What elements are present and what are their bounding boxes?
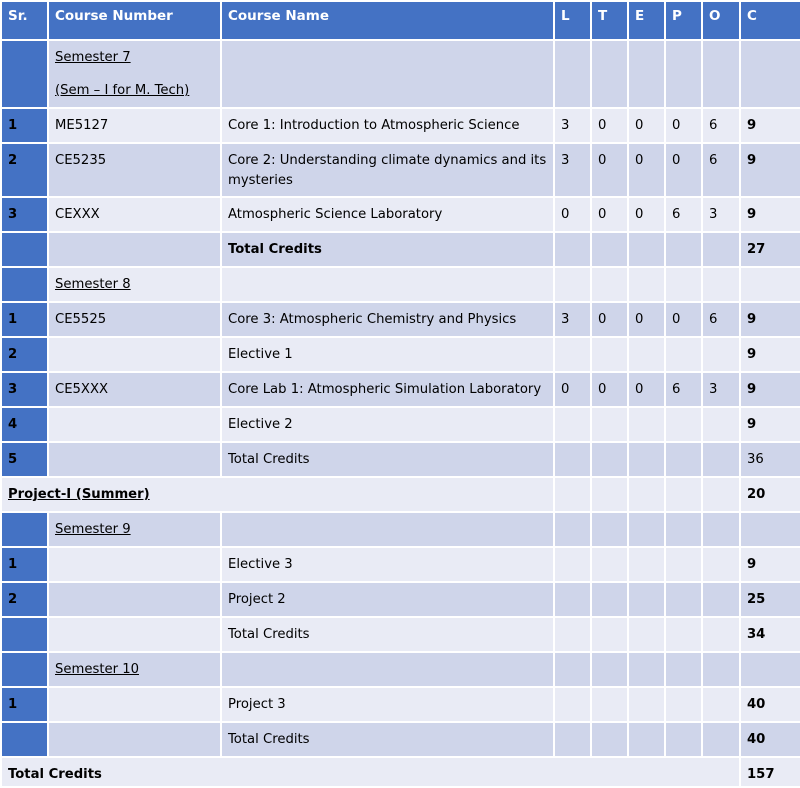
o-value: 6 [702, 143, 740, 197]
table-row [1, 582, 800, 617]
o-value: 3 [702, 372, 740, 407]
empty-cell [702, 617, 740, 652]
row-sr [1, 267, 48, 302]
empty-cell [665, 267, 702, 302]
course-name: Core 3: Atmospheric Chemistry and Physics [221, 302, 554, 337]
empty-cell [48, 582, 221, 617]
p-value: 0 [665, 302, 702, 337]
l-value [554, 337, 591, 372]
empty-cell [221, 652, 554, 687]
empty-cell [591, 582, 628, 617]
course-name: Elective 3 [221, 547, 554, 582]
empty-cell [591, 477, 628, 512]
semester-7-subtitle: (Sem – I for M. Tech) [55, 83, 190, 98]
row-sr: 1 [1, 687, 48, 722]
project-1-label: Project-I (Summer) [1, 477, 554, 512]
c-value: 9 [740, 197, 800, 232]
p-value: 0 [665, 143, 702, 197]
e-value: 0 [628, 197, 665, 232]
table-row [1, 547, 800, 582]
empty-cell [665, 512, 702, 547]
empty-cell [554, 232, 591, 267]
empty-cell [665, 722, 702, 757]
empty-cell [628, 687, 665, 722]
empty-cell [48, 617, 221, 652]
t-value: 0 [591, 197, 628, 232]
row-sr: 4 [1, 407, 48, 442]
empty-cell [221, 267, 554, 302]
empty-cell [665, 442, 702, 477]
p-value: 6 [665, 372, 702, 407]
o-value: 6 [702, 108, 740, 143]
empty-cell [628, 477, 665, 512]
total-value: 34 [740, 617, 800, 652]
empty-cell [591, 722, 628, 757]
empty-cell [665, 40, 702, 108]
empty-cell [665, 652, 702, 687]
empty-cell [740, 512, 800, 547]
grand-total-label: Total Credits [1, 757, 740, 787]
o-value [702, 337, 740, 372]
course-number: CE5525 [48, 302, 221, 337]
o-value [702, 407, 740, 442]
grand-total-row [1, 757, 800, 787]
empty-cell [740, 652, 800, 687]
row-sr: 5 [1, 442, 48, 477]
row-sr [1, 722, 48, 757]
row-sr: 3 [1, 197, 48, 232]
empty-cell [740, 40, 800, 108]
course-name: Core 1: Introduction to Atmospheric Science [221, 108, 554, 143]
empty-cell [221, 40, 554, 108]
header-course-name: Course Name [221, 1, 554, 40]
empty-cell [591, 687, 628, 722]
empty-cell [48, 547, 221, 582]
row-sr [1, 232, 48, 267]
empty-cell [554, 722, 591, 757]
empty-cell [702, 40, 740, 108]
semester-8-heading [1, 267, 800, 302]
empty-cell [628, 617, 665, 652]
total-label: Total Credits [221, 442, 554, 477]
empty-cell [665, 477, 702, 512]
p-value: 6 [665, 197, 702, 232]
l-value: 3 [554, 108, 591, 143]
c-value: 9 [740, 337, 800, 372]
o-value: 6 [702, 302, 740, 337]
row-sr: 2 [1, 582, 48, 617]
e-value: 0 [628, 108, 665, 143]
c-value: 9 [740, 108, 800, 143]
c-value: 9 [740, 143, 800, 197]
c-value: 40 [740, 687, 800, 722]
empty-cell [628, 512, 665, 547]
empty-cell [702, 477, 740, 512]
t-value: 0 [591, 143, 628, 197]
semester-9-total-row [1, 617, 800, 652]
semester-7-total-row [1, 232, 800, 267]
header-t: T [591, 1, 628, 40]
empty-cell [665, 547, 702, 582]
l-value: 0 [554, 372, 591, 407]
empty-cell [702, 582, 740, 617]
project-1-row [1, 477, 800, 512]
total-value: 27 [740, 232, 800, 267]
header-l: L [554, 1, 591, 40]
empty-cell [591, 40, 628, 108]
t-value: 0 [591, 302, 628, 337]
empty-cell [48, 687, 221, 722]
course-number [48, 337, 221, 372]
empty-cell [221, 512, 554, 547]
t-value [591, 337, 628, 372]
course-number [48, 407, 221, 442]
empty-cell [628, 232, 665, 267]
p-value [665, 337, 702, 372]
semester-7-title: Semester 7 [55, 50, 131, 65]
empty-cell [665, 232, 702, 267]
course-name: Atmospheric Science Laboratory [221, 197, 554, 232]
empty-cell [702, 547, 740, 582]
empty-cell [591, 232, 628, 267]
course-name: Elective 2 [221, 407, 554, 442]
table-row [1, 302, 800, 337]
empty-cell [628, 652, 665, 687]
empty-cell [628, 547, 665, 582]
e-value: 0 [628, 372, 665, 407]
empty-cell [554, 267, 591, 302]
course-number: CEXXX [48, 197, 221, 232]
empty-cell [48, 442, 221, 477]
course-name: Project 3 [221, 687, 554, 722]
empty-cell [48, 232, 221, 267]
total-value: 36 [740, 442, 800, 477]
empty-cell [554, 512, 591, 547]
row-sr: 1 [1, 302, 48, 337]
table-row [1, 197, 800, 232]
row-sr: 3 [1, 372, 48, 407]
empty-cell [591, 512, 628, 547]
c-value: 25 [740, 582, 800, 617]
e-value: 0 [628, 143, 665, 197]
table-row [1, 407, 800, 442]
empty-cell [554, 582, 591, 617]
course-number: ME5127 [48, 108, 221, 143]
empty-cell [591, 652, 628, 687]
empty-cell [702, 267, 740, 302]
header-e: E [628, 1, 665, 40]
empty-cell [591, 547, 628, 582]
row-sr: 2 [1, 143, 48, 197]
course-number: CE5235 [48, 143, 221, 197]
p-value [665, 407, 702, 442]
empty-cell [591, 617, 628, 652]
row-sr: 1 [1, 108, 48, 143]
row-sr [1, 652, 48, 687]
c-value: 9 [740, 547, 800, 582]
empty-cell [702, 232, 740, 267]
header-p: P [665, 1, 702, 40]
project-1-credits: 20 [740, 477, 800, 512]
empty-cell [591, 267, 628, 302]
empty-cell [702, 652, 740, 687]
semester-8-total-row [1, 442, 800, 477]
empty-cell [591, 442, 628, 477]
course-name: Core 2: Understanding climate dynamics and its mysteries [221, 143, 554, 197]
row-sr [1, 512, 48, 547]
empty-cell [702, 512, 740, 547]
row-sr: 2 [1, 337, 48, 372]
empty-cell [628, 582, 665, 617]
semester-9-title: Semester 9 [48, 512, 221, 547]
course-number: CE5XXX [48, 372, 221, 407]
grand-total-value: 157 [740, 757, 800, 787]
empty-cell [628, 442, 665, 477]
t-value: 0 [591, 108, 628, 143]
l-value: 3 [554, 143, 591, 197]
empty-cell [554, 687, 591, 722]
e-value [628, 407, 665, 442]
c-value: 9 [740, 407, 800, 442]
semester-7-heading [1, 40, 800, 108]
empty-cell [554, 40, 591, 108]
empty-cell [740, 267, 800, 302]
l-value: 0 [554, 197, 591, 232]
empty-cell [554, 477, 591, 512]
empty-cell [554, 617, 591, 652]
table-row [1, 143, 800, 197]
table-row [1, 337, 800, 372]
l-value [554, 407, 591, 442]
empty-cell [702, 687, 740, 722]
e-value: 0 [628, 302, 665, 337]
table-row [1, 372, 800, 407]
course-name: Elective 1 [221, 337, 554, 372]
total-label: Total Credits [221, 722, 554, 757]
o-value: 3 [702, 197, 740, 232]
header-o: O [702, 1, 740, 40]
semester-10-heading [1, 652, 800, 687]
header-course-number: Course Number [48, 1, 221, 40]
semester-8-title: Semester 8 [48, 267, 221, 302]
course-name: Core Lab 1: Atmospheric Simulation Laboratory [221, 372, 554, 407]
table-row [1, 108, 800, 143]
empty-cell [554, 442, 591, 477]
total-label: Total Credits [221, 232, 554, 267]
l-value: 3 [554, 302, 591, 337]
c-value: 9 [740, 372, 800, 407]
empty-cell [554, 652, 591, 687]
empty-cell [702, 442, 740, 477]
c-value: 9 [740, 302, 800, 337]
empty-cell [628, 40, 665, 108]
t-value: 0 [591, 372, 628, 407]
empty-cell [702, 722, 740, 757]
total-value: 40 [740, 722, 800, 757]
p-value: 0 [665, 108, 702, 143]
semester-title [48, 40, 221, 108]
t-value [591, 407, 628, 442]
row-sr [1, 617, 48, 652]
semester-10-total-row [1, 722, 800, 757]
empty-cell [628, 722, 665, 757]
course-name: Project 2 [221, 582, 554, 617]
empty-cell [665, 617, 702, 652]
table-row [1, 687, 800, 722]
semester-10-title: Semester 10 [48, 652, 221, 687]
empty-cell [665, 687, 702, 722]
semester-9-heading [1, 512, 800, 547]
header-c: C [740, 1, 800, 40]
header-sr: Sr. [1, 1, 48, 40]
header-row [1, 1, 800, 40]
e-value [628, 337, 665, 372]
empty-cell [48, 722, 221, 757]
row-sr [1, 40, 48, 108]
empty-cell [628, 267, 665, 302]
total-label: Total Credits [221, 617, 554, 652]
empty-cell [665, 582, 702, 617]
empty-cell [554, 547, 591, 582]
row-sr: 1 [1, 547, 48, 582]
